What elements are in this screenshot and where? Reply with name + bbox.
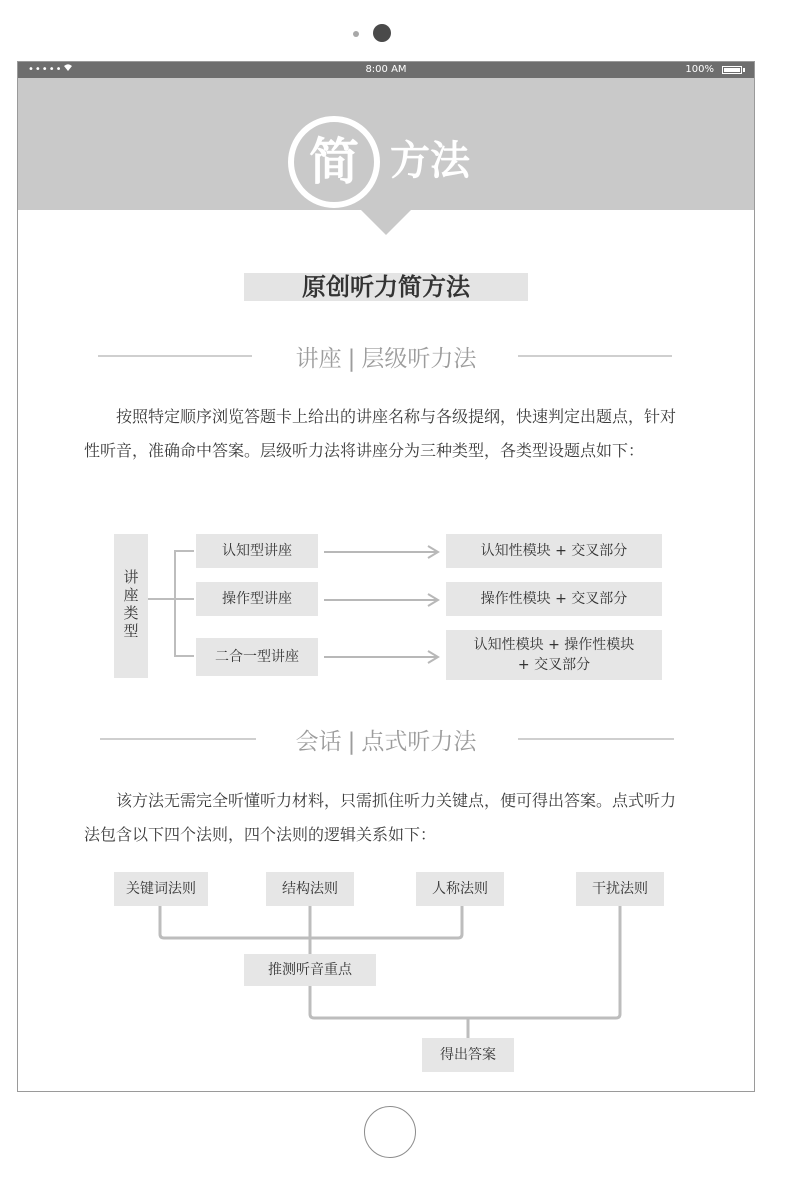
section1-heading: 讲座 | 层级听力法 xyxy=(295,346,477,372)
tablet-screen xyxy=(17,61,755,1092)
test-point-line: 认知性模块 + 操作性模块 xyxy=(473,637,635,653)
lecture-type-label xyxy=(114,534,148,678)
rule-box: 结构法则 xyxy=(266,872,354,906)
bracket-arm xyxy=(174,598,194,600)
home-button[interactable] xyxy=(364,1106,416,1158)
section2-heading: 会话 | 点式听力法 xyxy=(295,729,477,755)
status-bar xyxy=(18,62,754,78)
lecture-type-box: 认知型讲座 xyxy=(196,534,318,568)
bracket-spine xyxy=(174,550,176,656)
battery-icon xyxy=(722,66,742,74)
lecture-type-box: 二合一型讲座 xyxy=(196,638,318,676)
header-banner xyxy=(18,78,754,210)
battery-tip xyxy=(743,68,745,72)
rule-box: 人称法则 xyxy=(416,872,504,906)
logo-character: 简 xyxy=(309,133,359,191)
test-point-line: + 交叉部分 xyxy=(517,657,591,673)
section1-heading-left: 讲座 xyxy=(295,346,342,372)
test-point-box: 认知性模块 + 交叉部分 xyxy=(446,534,662,568)
bracket-arm xyxy=(174,550,194,552)
rule-box: 干扰法则 xyxy=(576,872,664,906)
section1-heading-right: 层级听力法 xyxy=(361,346,477,372)
bracket-arm xyxy=(174,655,194,657)
page-title: 原创听力简方法 xyxy=(302,273,470,301)
diagram2-connectors xyxy=(18,892,754,1072)
result-box: 得出答案 xyxy=(422,1038,514,1072)
status-time: 8:00 AM xyxy=(365,64,407,75)
section2-heading-right: 点式听力法 xyxy=(361,729,477,755)
diagram1-arrows xyxy=(322,534,446,674)
front-camera-sensor xyxy=(353,31,359,37)
test-point-box xyxy=(446,630,662,680)
battery-percent: 100% xyxy=(685,64,714,75)
signal-indicator: ••••• xyxy=(28,64,63,75)
inference-box: 推测听音重点 xyxy=(244,954,376,986)
test-point-box: 操作性模块 + 交叉部分 xyxy=(446,582,662,616)
banner-title: 方法 xyxy=(390,138,470,184)
banner-pointer xyxy=(360,209,412,235)
section2-paragraph: 该方法无需完全听懂听力材料，只需抓住听力关键点，便可得出答案。点式听力法包含以下四个法则，四个法则的逻辑关系如下： xyxy=(84,791,677,844)
bracket-stem xyxy=(148,598,176,600)
lecture-type-box: 操作型讲座 xyxy=(196,582,318,616)
lecture-type-label-text: 讲座类型 xyxy=(123,568,139,640)
front-camera xyxy=(373,24,391,42)
rule-box: 关键词法则 xyxy=(114,872,208,906)
section2-heading-left: 会话 xyxy=(295,729,342,755)
section1-paragraph: 按照特定顺序浏览答题卡上给出的讲座名称与各级提纲，快速判定出题点，针对性听音，准确命中答案。层级听力法将讲座分为三种类型，各类型设题点如下： xyxy=(84,407,677,460)
